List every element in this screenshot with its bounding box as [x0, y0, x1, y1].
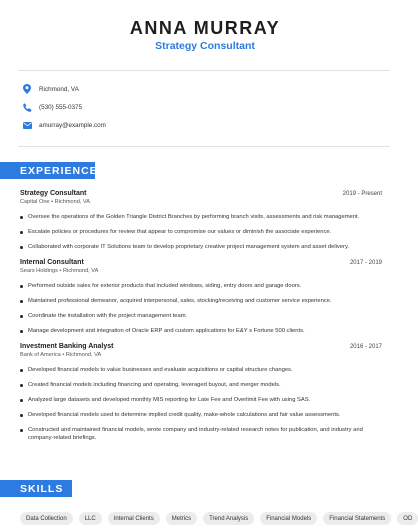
location-pin-icon [22, 83, 32, 95]
job-bullet: Performed outside sales for exterior products that included windows, siding, entry doors and garage doors. [28, 282, 380, 290]
job-bullet: Oversee the operations of the Golden Triangle District Branches by performing branch visits, assessments and risk management. [28, 213, 380, 221]
skill-chip: OD [397, 512, 418, 525]
skill-chip: Data Collection [20, 512, 73, 525]
job-location: Richmond, VA [54, 199, 90, 205]
skill-chip: Financial Models [260, 512, 317, 525]
email-text: amurray@example.com [39, 121, 106, 129]
job-title: Investment Banking Analyst [20, 343, 114, 350]
job-title: Strategy Consultant [20, 190, 87, 197]
job-company: Bank of America [20, 352, 61, 358]
job-bullet: Created financial models including financing and operating, leveraged buyout, and merger models. [28, 381, 380, 389]
job-bullet: Maintained professional demeanor, acquired interpersonal, sales, stocking/receiving and customer service experience. [28, 297, 380, 305]
job-company: Sears Holdings [20, 268, 58, 274]
skill-chip: LLC [79, 512, 102, 525]
job-entry [20, 190, 382, 205]
section-header-experience: EXPERIENCE [0, 162, 95, 179]
phone-icon [22, 101, 32, 113]
job-company-line: Capital One • Richmond, VA [20, 199, 90, 205]
job-bullet: Collaborated with corporate IT Solutions team to develop proprietary creative project management system and asset delivery. [28, 243, 380, 251]
contact-phone [22, 100, 82, 114]
job-location: Richmond, VA [63, 268, 99, 274]
job-entry [20, 343, 382, 358]
job-location: Richmond, VA [65, 352, 102, 358]
job-bullet: Manage development and integration of Oracle ERP and custom applications for E&Y s Fortune 500 clients. [28, 327, 380, 335]
job-title: Internal Consultant [20, 259, 84, 266]
resume-title: Strategy Consultant [155, 40, 255, 52]
job-bullet: Constructed and maintained financial models, wrote company and industry-related research notes for publication, and industry and company-related briefings. [28, 426, 380, 443]
contact-email [22, 118, 106, 132]
job-bullet: Analyzed large datasets and developed monthly MIS reporting for Late Fee and Overlimit Fee with using SAS. [28, 396, 380, 404]
job-bullet: Developed financial models used to determine implied credit quality, make-whole calculations and fair value assessments. [28, 411, 380, 419]
divider [18, 146, 390, 147]
skill-chip: Financial Statements [323, 512, 391, 525]
resume-name: ANNA MURRAY [129, 18, 281, 38]
job-company: Capital One [20, 199, 50, 205]
phone-text: (530) 555-0375 [39, 103, 83, 111]
job-entry [20, 259, 382, 274]
job-bullet: Escalate policies or procedures for review that appear to compromise our values or diminish the associate experience. [28, 228, 380, 236]
skill-chip: Metrics [166, 512, 197, 525]
skills-list [20, 512, 418, 525]
job-dates: 2016 - 2017 [349, 344, 382, 350]
job-dates: 2017 - 2019 [349, 260, 382, 266]
email-icon [22, 119, 32, 131]
job-dates: 2019 - Present [342, 191, 382, 197]
skill-chip: Trend Analysis [203, 512, 254, 525]
skill-chip: Internal Clients [108, 512, 160, 525]
divider [18, 70, 390, 71]
job-company-line: Sears Holdings • Richmond, VA [20, 268, 99, 274]
job-bullet: Coordinate the installation with the project management team. [28, 312, 380, 320]
contact-location [22, 82, 79, 96]
job-bullet: Developed financial models to value businesses and evaluate acquisitions or capital structure changes. [28, 366, 380, 374]
location-text: Richmond, VA [39, 85, 79, 93]
job-company-line: Bank of America • Richmond, VA [20, 352, 102, 358]
section-header-skills: SKILLS [0, 480, 72, 497]
